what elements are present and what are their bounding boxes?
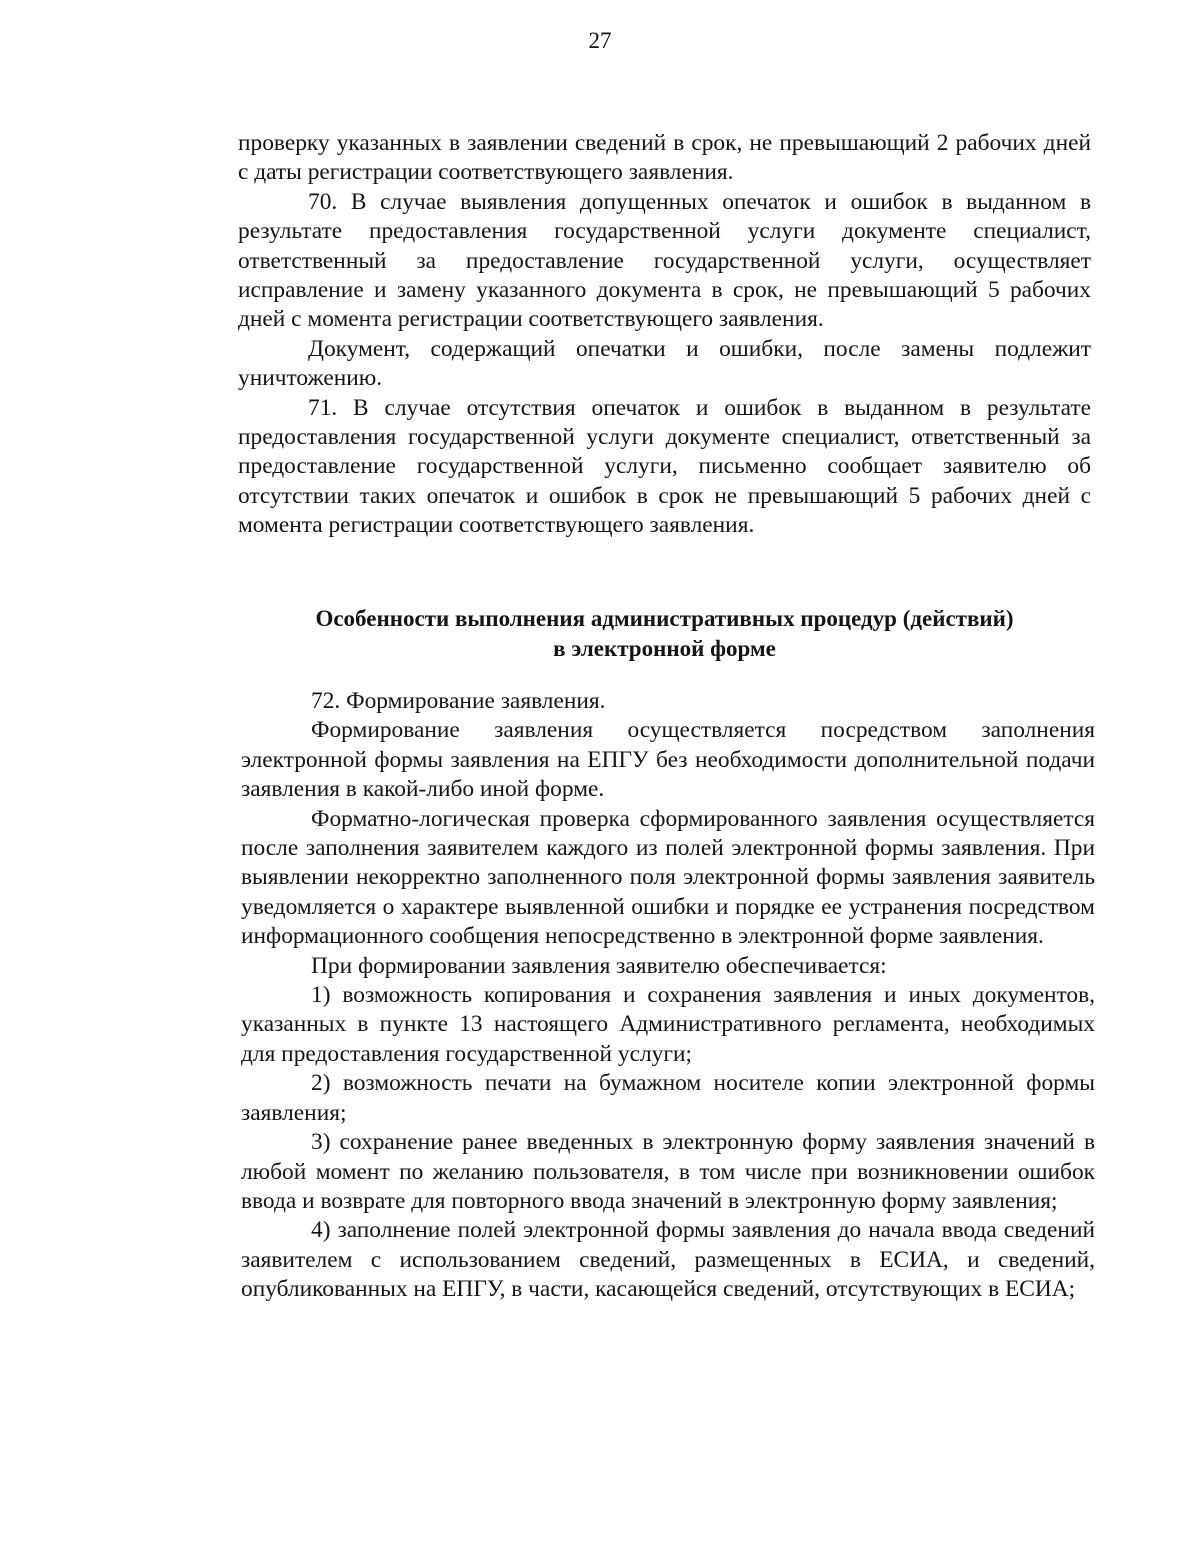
paragraph-72: 72. Формирование заявления. [311,688,606,714]
paragraph-71: 71. В случае отсутствия опечаток и ошибок в выданном в результате предоставления государственной услуги документе специалист, ответственный за предоставление государственной услуги, письменно сообщает заявителю об отсутствии таких опечаток и ошибок в срок не превышающий 5 рабочих дней с момента регистрации соответствующего заявления. [238,394,1091,539]
list-item-3: 3) сохранение ранее введенных в электронную форму заявления значений в любой момент по желанию пользователя, в том числе при возникновении ошибок ввода и возврате для повторного ввода значений в электронную форму заявления; [241,1129,1095,1214]
list-item-2: 2) возможность печати на бумажном носителе копии электронной формы заявления; [241,1070,1095,1126]
list-item-1: 1) возможность копирования и сохранения заявления и иных документов, указанных в пункте 13 настоящего Административного регламента, необходимых для предоставления государственной услуги; [241,982,1095,1067]
section-heading-line-1: Особенности выполнения административных процедур (действий) [315,606,1014,631]
text-block-bottom [241,687,1095,1305]
paragraph-continuation: проверку указанных в заявлении сведений в срок, не превышающий 2 рабочих дней с даты регистрации соответствующего заявления. [238,130,1091,186]
paragraph-document-destruction: Документ, содержащий опечатки и ошибки, после замены подлежит уничтожению. [238,335,1091,392]
paragraph-format-check: Форматно-логическая проверка сформированного заявления осуществляется после заполнения заявителем каждого из полей электронной формы заявления. При выявлении некорректно заполненного поля электронной формы заявления заявитель уведомляется о характере выявленной ошибки и порядке ее устранения посредством информационного сообщения непосредственно в электронной форме заявления. [241,805,1095,950]
paragraph-70: 70. В случае выявления допущенных опечаток и ошибок в выданном в результате предоставления государственной услуги документе специалист, ответственный за предоставление государственной услуги, осуществляет исправление и замену указанного документа в срок, не превышающий 5 рабочих дней с момента регистрации соответствующего заявления. [238,188,1091,333]
section-heading [238,604,1091,664]
text-block-top [238,129,1091,541]
page-number: 27 [588,28,612,53]
section-heading-line-2: в электронной форме [553,636,776,661]
paragraph-form-creation: Формирование заявления осуществляется посредством заполнения электронной формы заявления на ЕПГУ без необходимости дополнительной подачи заявления в какой-либо иной форме. [241,717,1095,803]
list-item-4: 4) заполнение полей электронной формы заявления до начала ввода сведений заявителем с использованием сведений, размещенных в ЕСИА, и сведений, опубликованных на ЕПГУ, в части, касающейся сведений, отсутствующих в ЕСИА; [241,1217,1095,1303]
paragraph-provided-features: При формировании заявления заявителю обеспечивается: [311,952,887,979]
